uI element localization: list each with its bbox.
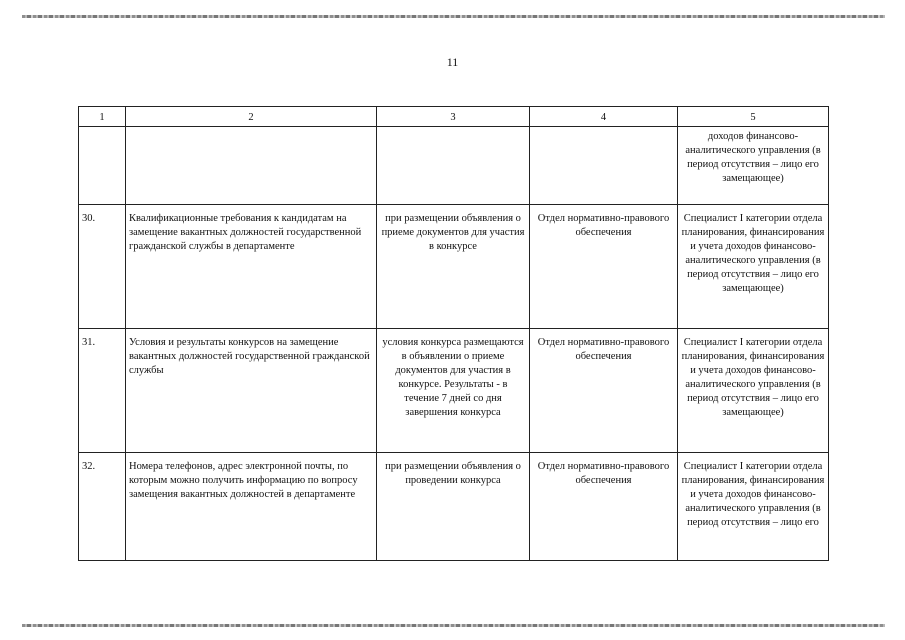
column-header: 2 <box>126 107 377 127</box>
information-name: Условия и результаты конкурсов на замещение вакантных должностей государственной гражданской службы <box>126 329 377 453</box>
publication-timing <box>377 127 530 205</box>
column-header: 5 <box>678 107 829 127</box>
page-number: 11 <box>446 55 459 69</box>
responsible-person: Специалист I категории отдела планирования, финансирования и учета доходов финансово-аналитического управления (в период отсутствия – лицо его <box>678 453 829 561</box>
responsible-department: Отдел нормативно-правового обеспечения <box>530 205 678 329</box>
responsible-department: Отдел нормативно-правового обеспечения <box>530 453 678 561</box>
publication-timing: при размещении объявления о проведении конкурса <box>377 453 530 561</box>
table-row <box>79 205 829 329</box>
column-header: 1 <box>79 107 126 127</box>
information-name <box>126 127 377 205</box>
publication-timing: при размещении объявления о приеме документов для участия в конкурсе <box>377 205 530 329</box>
table-row <box>79 453 829 561</box>
table-row <box>79 329 829 453</box>
row-number: 32. <box>79 453 126 561</box>
publication-timing: условия конкурса размещаются в объявлении о приеме документов для участия в конкурсе. Результаты - в течение 7 дней со дня завершения конкурса <box>377 329 530 453</box>
column-header: 4 <box>530 107 678 127</box>
responsible-person: доходов финансово-аналитического управления (в период отсутствия – лицо его замещающее) <box>678 127 829 205</box>
responsible-department <box>530 127 678 205</box>
table-row-continuation <box>79 127 829 205</box>
responsible-person: Специалист I категории отдела планирования, финансирования и учета доходов финансово-аналитического управления (в период отсутствия – лицо его замещающее) <box>678 329 829 453</box>
table-header-row <box>79 107 829 127</box>
responsible-department: Отдел нормативно-правового обеспечения <box>530 329 678 453</box>
responsible-person: Специалист I категории отдела планирования, финансирования и учета доходов финансово-аналитического управления (в период отсутствия – лицо его замещающее) <box>678 205 829 329</box>
scan-edge-top <box>22 15 885 18</box>
column-header: 3 <box>377 107 530 127</box>
document-table <box>78 106 829 561</box>
information-name: Номера телефонов, адрес электронной почты, по которым можно получить информацию по вопросу замещения вакантных должностей в департаменте <box>126 453 377 561</box>
row-number: 30. <box>79 205 126 329</box>
scan-edge-bottom <box>22 624 885 627</box>
information-name: Квалификационные требования к кандидатам на замещение вакантных должностей государственной гражданской службы в департаменте <box>126 205 377 329</box>
row-number: 31. <box>79 329 126 453</box>
row-number <box>79 127 126 205</box>
